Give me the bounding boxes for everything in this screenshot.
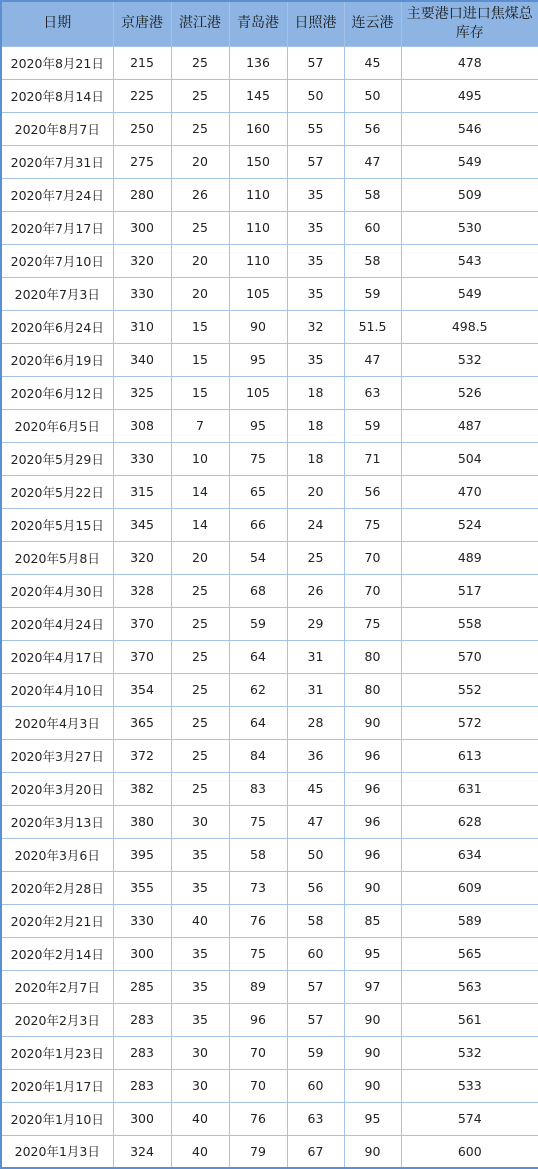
- date-cell: 2020年8月21日: [1, 46, 113, 79]
- table-row: [1, 211, 538, 244]
- jingtang-cell: 345: [113, 508, 171, 541]
- rizhao-cell: 35: [287, 343, 344, 376]
- zhanjiang-cell: 25: [171, 211, 229, 244]
- lianyungang-cell: 90: [344, 1135, 401, 1168]
- jingtang-cell: 370: [113, 607, 171, 640]
- date-cell: 2020年5月8日: [1, 541, 113, 574]
- table-row: [1, 838, 538, 871]
- date-cell: 2020年2月7日: [1, 970, 113, 1003]
- jingtang-cell: 315: [113, 475, 171, 508]
- jingtang-cell: 370: [113, 640, 171, 673]
- date-cell: 2020年2月3日: [1, 1003, 113, 1036]
- qingdao-cell: 65: [229, 475, 287, 508]
- zhanjiang-cell: 25: [171, 46, 229, 79]
- jingtang-cell: 354: [113, 673, 171, 706]
- zhanjiang-cell: 10: [171, 442, 229, 475]
- qingdao-cell: 105: [229, 277, 287, 310]
- jingtang-cell: 215: [113, 46, 171, 79]
- table-row: [1, 937, 538, 970]
- zhanjiang-cell: 35: [171, 937, 229, 970]
- qingdao-cell: 75: [229, 937, 287, 970]
- zhanjiang-cell: 20: [171, 244, 229, 277]
- rizhao-cell: 57: [287, 145, 344, 178]
- date-cell: 2020年1月23日: [1, 1036, 113, 1069]
- qingdao-cell: 59: [229, 607, 287, 640]
- date-cell: 2020年5月29日: [1, 442, 113, 475]
- zhanjiang-cell: 35: [171, 970, 229, 1003]
- lianyungang-cell: 96: [344, 739, 401, 772]
- header-qingdao-port: 青岛港: [229, 1, 287, 46]
- total-inventory-cell: 470: [401, 475, 538, 508]
- rizhao-cell: 58: [287, 904, 344, 937]
- total-inventory-cell: 504: [401, 442, 538, 475]
- qingdao-cell: 84: [229, 739, 287, 772]
- qingdao-cell: 75: [229, 805, 287, 838]
- zhanjiang-cell: 15: [171, 343, 229, 376]
- rizhao-cell: 47: [287, 805, 344, 838]
- table-row: [1, 871, 538, 904]
- qingdao-cell: 70: [229, 1069, 287, 1102]
- table-header: [1, 1, 538, 46]
- zhanjiang-cell: 30: [171, 805, 229, 838]
- total-inventory-cell: 526: [401, 376, 538, 409]
- rizhao-cell: 35: [287, 244, 344, 277]
- total-inventory-cell: 589: [401, 904, 538, 937]
- date-cell: 2020年2月28日: [1, 871, 113, 904]
- date-cell: 2020年3月27日: [1, 739, 113, 772]
- rizhao-cell: 24: [287, 508, 344, 541]
- rizhao-cell: 29: [287, 607, 344, 640]
- jingtang-cell: 285: [113, 970, 171, 1003]
- table-row: [1, 706, 538, 739]
- zhanjiang-cell: 25: [171, 640, 229, 673]
- lianyungang-cell: 47: [344, 145, 401, 178]
- table-row: [1, 376, 538, 409]
- zhanjiang-cell: 20: [171, 145, 229, 178]
- table-row: [1, 178, 538, 211]
- date-cell: 2020年7月31日: [1, 145, 113, 178]
- rizhao-cell: 56: [287, 871, 344, 904]
- jingtang-cell: 283: [113, 1036, 171, 1069]
- qingdao-cell: 160: [229, 112, 287, 145]
- total-inventory-cell: 609: [401, 871, 538, 904]
- total-inventory-cell: 487: [401, 409, 538, 442]
- rizhao-cell: 35: [287, 277, 344, 310]
- total-inventory-cell: 613: [401, 739, 538, 772]
- total-inventory-cell: 574: [401, 1102, 538, 1135]
- total-inventory-cell: 543: [401, 244, 538, 277]
- jingtang-cell: 382: [113, 772, 171, 805]
- total-inventory-cell: 600: [401, 1135, 538, 1168]
- lianyungang-cell: 50: [344, 79, 401, 112]
- header-lianyungang-port: 连云港: [344, 1, 401, 46]
- jingtang-cell: 355: [113, 871, 171, 904]
- rizhao-cell: 18: [287, 442, 344, 475]
- rizhao-cell: 59: [287, 1036, 344, 1069]
- table-row: [1, 79, 538, 112]
- table-row: [1, 1069, 538, 1102]
- date-cell: 2020年8月14日: [1, 79, 113, 112]
- lianyungang-cell: 59: [344, 409, 401, 442]
- total-inventory-cell: 546: [401, 112, 538, 145]
- lianyungang-cell: 97: [344, 970, 401, 1003]
- table-row: [1, 310, 538, 343]
- table-row: [1, 1102, 538, 1135]
- jingtang-cell: 380: [113, 805, 171, 838]
- zhanjiang-cell: 14: [171, 508, 229, 541]
- zhanjiang-cell: 35: [171, 838, 229, 871]
- lianyungang-cell: 70: [344, 541, 401, 574]
- qingdao-cell: 89: [229, 970, 287, 1003]
- rizhao-cell: 55: [287, 112, 344, 145]
- qingdao-cell: 95: [229, 409, 287, 442]
- zhanjiang-cell: 15: [171, 376, 229, 409]
- qingdao-cell: 66: [229, 508, 287, 541]
- jingtang-cell: 275: [113, 145, 171, 178]
- date-cell: 2020年3月6日: [1, 838, 113, 871]
- date-cell: 2020年6月12日: [1, 376, 113, 409]
- zhanjiang-cell: 30: [171, 1036, 229, 1069]
- lianyungang-cell: 96: [344, 805, 401, 838]
- lianyungang-cell: 96: [344, 772, 401, 805]
- qingdao-cell: 68: [229, 574, 287, 607]
- rizhao-cell: 57: [287, 1003, 344, 1036]
- zhanjiang-cell: 20: [171, 541, 229, 574]
- zhanjiang-cell: 25: [171, 706, 229, 739]
- rizhao-cell: 36: [287, 739, 344, 772]
- jingtang-cell: 310: [113, 310, 171, 343]
- table-row: [1, 244, 538, 277]
- table-row: [1, 112, 538, 145]
- qingdao-cell: 64: [229, 640, 287, 673]
- rizhao-cell: 35: [287, 178, 344, 211]
- rizhao-cell: 31: [287, 673, 344, 706]
- jingtang-cell: 330: [113, 904, 171, 937]
- table-row: [1, 772, 538, 805]
- rizhao-cell: 45: [287, 772, 344, 805]
- jingtang-cell: 365: [113, 706, 171, 739]
- table-row: [1, 607, 538, 640]
- lianyungang-cell: 56: [344, 475, 401, 508]
- qingdao-cell: 54: [229, 541, 287, 574]
- date-cell: 2020年4月17日: [1, 640, 113, 673]
- date-cell: 2020年4月10日: [1, 673, 113, 706]
- rizhao-cell: 18: [287, 376, 344, 409]
- total-inventory-cell: 498.5: [401, 310, 538, 343]
- total-inventory-cell: 558: [401, 607, 538, 640]
- total-inventory-cell: 478: [401, 46, 538, 79]
- date-cell: 2020年2月14日: [1, 937, 113, 970]
- header-date: 日期: [1, 1, 113, 46]
- zhanjiang-cell: 35: [171, 871, 229, 904]
- zhanjiang-cell: 26: [171, 178, 229, 211]
- table-row: [1, 1135, 538, 1168]
- total-inventory-cell: 565: [401, 937, 538, 970]
- date-cell: 2020年7月3日: [1, 277, 113, 310]
- zhanjiang-cell: 25: [171, 574, 229, 607]
- qingdao-cell: 90: [229, 310, 287, 343]
- zhanjiang-cell: 25: [171, 79, 229, 112]
- table-row: [1, 805, 538, 838]
- qingdao-cell: 105: [229, 376, 287, 409]
- lianyungang-cell: 58: [344, 244, 401, 277]
- qingdao-cell: 136: [229, 46, 287, 79]
- zhanjiang-cell: 25: [171, 739, 229, 772]
- table-row: [1, 541, 538, 574]
- date-cell: 2020年1月3日: [1, 1135, 113, 1168]
- date-cell: 2020年6月24日: [1, 310, 113, 343]
- rizhao-cell: 26: [287, 574, 344, 607]
- rizhao-cell: 57: [287, 46, 344, 79]
- qingdao-cell: 110: [229, 211, 287, 244]
- rizhao-cell: 31: [287, 640, 344, 673]
- rizhao-cell: 67: [287, 1135, 344, 1168]
- jingtang-cell: 325: [113, 376, 171, 409]
- lianyungang-cell: 85: [344, 904, 401, 937]
- lianyungang-cell: 90: [344, 1003, 401, 1036]
- total-inventory-cell: 570: [401, 640, 538, 673]
- zhanjiang-cell: 25: [171, 772, 229, 805]
- total-inventory-cell: 524: [401, 508, 538, 541]
- lianyungang-cell: 71: [344, 442, 401, 475]
- qingdao-cell: 145: [229, 79, 287, 112]
- date-cell: 2020年6月19日: [1, 343, 113, 376]
- jingtang-cell: 328: [113, 574, 171, 607]
- qingdao-cell: 79: [229, 1135, 287, 1168]
- jingtang-cell: 225: [113, 79, 171, 112]
- date-cell: 2020年4月24日: [1, 607, 113, 640]
- date-cell: 2020年8月7日: [1, 112, 113, 145]
- jingtang-cell: 280: [113, 178, 171, 211]
- rizhao-cell: 18: [287, 409, 344, 442]
- table-row: [1, 739, 538, 772]
- table-row: [1, 1003, 538, 1036]
- jingtang-cell: 283: [113, 1003, 171, 1036]
- total-inventory-cell: 532: [401, 1036, 538, 1069]
- zhanjiang-cell: 7: [171, 409, 229, 442]
- qingdao-cell: 96: [229, 1003, 287, 1036]
- rizhao-cell: 28: [287, 706, 344, 739]
- qingdao-cell: 62: [229, 673, 287, 706]
- lianyungang-cell: 60: [344, 211, 401, 244]
- lianyungang-cell: 96: [344, 838, 401, 871]
- zhanjiang-cell: 20: [171, 277, 229, 310]
- jingtang-cell: 300: [113, 1102, 171, 1135]
- jingtang-cell: 308: [113, 409, 171, 442]
- total-inventory-cell: 634: [401, 838, 538, 871]
- total-inventory-cell: 552: [401, 673, 538, 706]
- table-row: [1, 1036, 538, 1069]
- zhanjiang-cell: 14: [171, 475, 229, 508]
- qingdao-cell: 150: [229, 145, 287, 178]
- total-inventory-cell: 530: [401, 211, 538, 244]
- zhanjiang-cell: 25: [171, 673, 229, 706]
- rizhao-cell: 63: [287, 1102, 344, 1135]
- qingdao-cell: 75: [229, 442, 287, 475]
- table-row: [1, 277, 538, 310]
- lianyungang-cell: 58: [344, 178, 401, 211]
- total-inventory-cell: 517: [401, 574, 538, 607]
- jingtang-cell: 320: [113, 541, 171, 574]
- table-row: [1, 970, 538, 1003]
- table-row: [1, 46, 538, 79]
- total-inventory-cell: 572: [401, 706, 538, 739]
- jingtang-cell: 283: [113, 1069, 171, 1102]
- rizhao-cell: 60: [287, 1069, 344, 1102]
- date-cell: 2020年1月17日: [1, 1069, 113, 1102]
- jingtang-cell: 340: [113, 343, 171, 376]
- table-row: [1, 475, 538, 508]
- date-cell: 2020年3月13日: [1, 805, 113, 838]
- table-row: [1, 442, 538, 475]
- lianyungang-cell: 47: [344, 343, 401, 376]
- qingdao-cell: 95: [229, 343, 287, 376]
- zhanjiang-cell: 25: [171, 607, 229, 640]
- total-inventory-cell: 631: [401, 772, 538, 805]
- lianyungang-cell: 80: [344, 640, 401, 673]
- date-cell: 2020年7月10日: [1, 244, 113, 277]
- lianyungang-cell: 90: [344, 1036, 401, 1069]
- total-inventory-cell: 532: [401, 343, 538, 376]
- qingdao-cell: 110: [229, 244, 287, 277]
- total-inventory-cell: 549: [401, 277, 538, 310]
- total-inventory-cell: 489: [401, 541, 538, 574]
- lianyungang-cell: 70: [344, 574, 401, 607]
- zhanjiang-cell: 15: [171, 310, 229, 343]
- lianyungang-cell: 51.5: [344, 310, 401, 343]
- total-inventory-cell: 549: [401, 145, 538, 178]
- zhanjiang-cell: 40: [171, 1102, 229, 1135]
- rizhao-cell: 20: [287, 475, 344, 508]
- jingtang-cell: 300: [113, 211, 171, 244]
- zhanjiang-cell: 40: [171, 1135, 229, 1168]
- qingdao-cell: 70: [229, 1036, 287, 1069]
- date-cell: 2020年4月30日: [1, 574, 113, 607]
- rizhao-cell: 50: [287, 79, 344, 112]
- qingdao-cell: 73: [229, 871, 287, 904]
- rizhao-cell: 25: [287, 541, 344, 574]
- lianyungang-cell: 95: [344, 937, 401, 970]
- lianyungang-cell: 63: [344, 376, 401, 409]
- table-row: [1, 409, 538, 442]
- total-inventory-cell: 495: [401, 79, 538, 112]
- total-inventory-cell: 509: [401, 178, 538, 211]
- lianyungang-cell: 56: [344, 112, 401, 145]
- header-total-inventory: 主要港口进口焦煤总库存: [401, 1, 538, 46]
- zhanjiang-cell: 30: [171, 1069, 229, 1102]
- total-inventory-cell: 561: [401, 1003, 538, 1036]
- jingtang-cell: 320: [113, 244, 171, 277]
- date-cell: 2020年3月20日: [1, 772, 113, 805]
- lianyungang-cell: 80: [344, 673, 401, 706]
- table-row: [1, 145, 538, 178]
- jingtang-cell: 250: [113, 112, 171, 145]
- table-body: [1, 46, 538, 1168]
- lianyungang-cell: 90: [344, 706, 401, 739]
- date-cell: 2020年7月17日: [1, 211, 113, 244]
- table-row: [1, 640, 538, 673]
- zhanjiang-cell: 40: [171, 904, 229, 937]
- jingtang-cell: 330: [113, 442, 171, 475]
- header-row: [1, 1, 538, 46]
- zhanjiang-cell: 25: [171, 112, 229, 145]
- qingdao-cell: 110: [229, 178, 287, 211]
- lianyungang-cell: 45: [344, 46, 401, 79]
- lianyungang-cell: 90: [344, 871, 401, 904]
- jingtang-cell: 372: [113, 739, 171, 772]
- table-row: [1, 673, 538, 706]
- rizhao-cell: 50: [287, 838, 344, 871]
- total-inventory-cell: 533: [401, 1069, 538, 1102]
- rizhao-cell: 57: [287, 970, 344, 1003]
- qingdao-cell: 83: [229, 772, 287, 805]
- header-jingtang-port: 京唐港: [113, 1, 171, 46]
- rizhao-cell: 35: [287, 211, 344, 244]
- table-row: [1, 343, 538, 376]
- lianyungang-cell: 90: [344, 1069, 401, 1102]
- jingtang-cell: 395: [113, 838, 171, 871]
- zhanjiang-cell: 35: [171, 1003, 229, 1036]
- table-row: [1, 904, 538, 937]
- jingtang-cell: 330: [113, 277, 171, 310]
- jingtang-cell: 300: [113, 937, 171, 970]
- date-cell: 2020年6月5日: [1, 409, 113, 442]
- date-cell: 2020年5月22日: [1, 475, 113, 508]
- header-zhanjiang-port: 湛江港: [171, 1, 229, 46]
- rizhao-cell: 32: [287, 310, 344, 343]
- date-cell: 2020年5月15日: [1, 508, 113, 541]
- total-inventory-cell: 628: [401, 805, 538, 838]
- lianyungang-cell: 95: [344, 1102, 401, 1135]
- rizhao-cell: 60: [287, 937, 344, 970]
- header-rizhao-port: 日照港: [287, 1, 344, 46]
- qingdao-cell: 64: [229, 706, 287, 739]
- lianyungang-cell: 75: [344, 508, 401, 541]
- qingdao-cell: 76: [229, 904, 287, 937]
- jingtang-cell: 324: [113, 1135, 171, 1168]
- date-cell: 2020年4月3日: [1, 706, 113, 739]
- date-cell: 2020年2月21日: [1, 904, 113, 937]
- lianyungang-cell: 59: [344, 277, 401, 310]
- table-row: [1, 574, 538, 607]
- qingdao-cell: 76: [229, 1102, 287, 1135]
- lianyungang-cell: 75: [344, 607, 401, 640]
- total-inventory-cell: 563: [401, 970, 538, 1003]
- qingdao-cell: 58: [229, 838, 287, 871]
- date-cell: 2020年1月10日: [1, 1102, 113, 1135]
- table-row: [1, 508, 538, 541]
- date-cell: 2020年7月24日: [1, 178, 113, 211]
